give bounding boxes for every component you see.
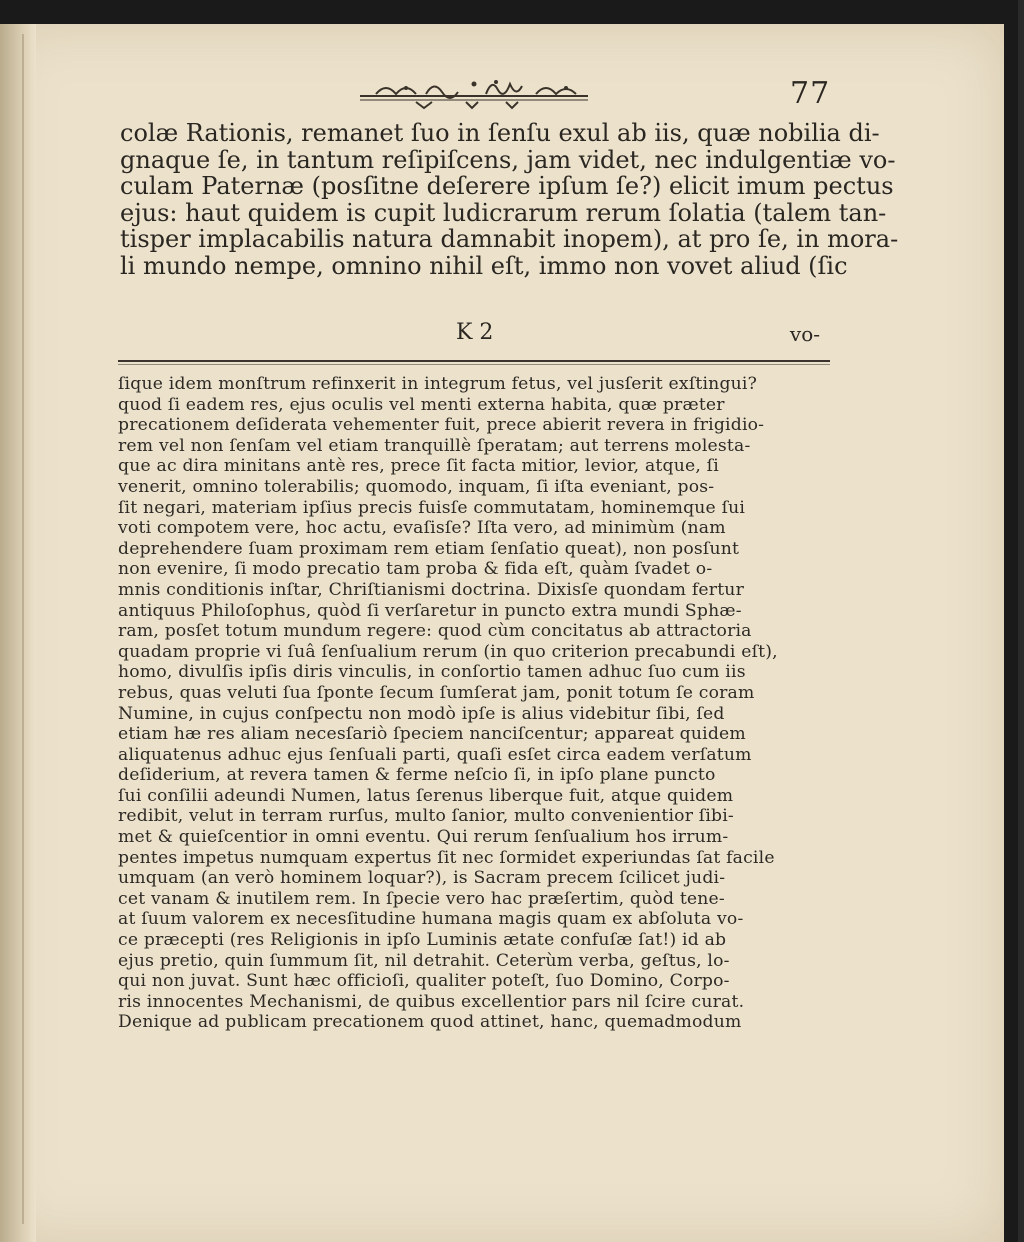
note-line: quod ſi eadem res, ejus oculis vel menti externa habita, quæ præter xyxy=(118,394,725,415)
text-line: culam Paternæ (posſitne deſerere ipſum ſe?) elicit imum pectus xyxy=(120,172,894,200)
book-page xyxy=(0,24,1004,1242)
note-line: que ac dira minitans antè res, prece ſit facta mitior, levior, atque, ſi xyxy=(118,456,719,477)
note-line: non evenire, ſi modo precatio tam proba & fida eſt, quàm ſvadet o- xyxy=(118,559,713,580)
note-line: ris innocentes Mechanismi, de quibus excellentior pars nil ſcire curat. xyxy=(118,991,745,1012)
footnote-text xyxy=(118,374,836,1033)
note-line: precationem deſiderata vehementer fuit, prece abierit revera in frigidio- xyxy=(118,415,765,436)
note-line: quadam proprie vi ſuâ ſenſualium rerum (in quo criterion precabundi eſt), xyxy=(118,641,778,662)
note-line: met & quieſcentior in omni eventu. Qui rerum ſenſualium hos irrum- xyxy=(118,827,729,848)
note-line: ſique idem monſtrum refinxerit in integrum fetus, vel jusſerit exſtingui? xyxy=(118,374,758,394)
note-line: ram, posſet totum mundum regere: quod cùm concitatus ab attractoria xyxy=(118,621,752,642)
note-line: mnis conditionis inſtar, Chriſtianismi doctrina. Dixisſe quondam fertur xyxy=(118,579,744,600)
note-line: redibit, velut in terram rurſus, multo ſanior, multo convenientior ſibi- xyxy=(118,806,734,827)
note-line: ejus pretio, quin ſummum ſit, nil detrahit. Ceterùm verba, geſtus, lo- xyxy=(118,950,730,971)
page-edge xyxy=(1018,0,1024,1242)
text-line: ejus: haut quidem is cupit ludicrarum rerum ſolatia (talem tan- xyxy=(120,198,887,227)
note-line: Numine, in cujus conſpectu non modò ipſe is alius videbitur ſibi, ſed xyxy=(118,703,725,724)
text-line: colæ Rationis, remanet ſuo in ſenſu exul ab iis, quæ nobilia di- xyxy=(120,119,880,147)
note-line: at ſuum valorem ex necesſitudine humana magis quam ex abſoluta vo- xyxy=(118,909,744,930)
text-line: tisper implacabilis natura damnabit inopem), at pro ſe, in mora- xyxy=(120,225,899,253)
footnote-rule-thin xyxy=(118,364,830,365)
note-line: homo, divulſis ipſis diris vinculis, in conſortio tamen adhuc ſuo cum iis xyxy=(118,662,746,683)
note-line: rem vel non ſenſam vel etiam tranquillè ſperatam; aut terrens molesta- xyxy=(118,435,751,456)
headpiece-ornament xyxy=(356,74,592,110)
printer-signature: K 2 xyxy=(456,320,494,345)
text-line: gnaque ſe, in tantum reſipiſcens, jam videt, nec indulgentiæ vo- xyxy=(120,145,896,174)
note-line: ſui conſilii adeundi Numen, latus ſerenus liberque fuit, atque quidem xyxy=(118,785,734,806)
note-line: umquam (an verò hominem loquar?), is Sacram precem ſcilicet judi- xyxy=(118,868,726,889)
note-line: rebus, quas veluti ſua ſponte ſecum ſumſerat jam, ponit totum ſe coram xyxy=(118,682,755,703)
page-number: 77 xyxy=(790,76,831,111)
note-line: antiquus Philoſophus, quòd ſi verſaretur in puncto extra mundi Sphæ- xyxy=(118,600,742,621)
note-line: pentes impetus numquam expertus ſit nec ſormidet experiundas ſat facile xyxy=(118,847,775,868)
note-line: aliquatenus adhuc ejus ſenſuali parti, quaſi esſet circa eadem verſatum xyxy=(118,744,752,765)
note-line: ce præcepti (res Religionis in ipſo Luminis ætate confuſæ ſat!) id ab xyxy=(118,930,727,951)
note-line: deprehendere ſuam proximam rem etiam ſenſatio queat), non posſunt xyxy=(118,538,740,559)
footnote-rule xyxy=(118,360,830,362)
note-line: qui non juvat. Sunt hæc officioſi, qualiter poteſt, ſuo Domino, Corpo- xyxy=(118,971,730,992)
note-line: deſiderium, at revera tamen & ferme neſcio ſi, in ipſo plane puncto xyxy=(118,765,716,786)
spine-line xyxy=(22,34,24,1224)
text-line: li mundo nempe, omnino nihil eſt, immo non vovet aliud (ſic xyxy=(120,251,848,280)
catchword: vo- xyxy=(789,322,820,346)
note-line: venerit, omnino tolerabilis; quomodo, inquam, ſi iſta eveniant, pos- xyxy=(118,476,715,497)
signature-row xyxy=(120,320,820,350)
note-line: voti compotem vere, hoc actu, evaſisſe? Iſta vero, ad minimùm (nam xyxy=(118,518,726,539)
note-line: cet vanam & inutilem rem. In ſpecie vero hac præſertim, quòd tene- xyxy=(118,888,725,909)
note-line: ſit negari, materiam ipſius precis fuisſe commutatam, hominemque ſui xyxy=(118,497,746,518)
note-line: Denique ad publicam precationem quod attinet, hanc, quemadmodum xyxy=(118,1012,742,1033)
page-gutter xyxy=(0,24,36,1242)
main-text xyxy=(120,119,899,280)
note-line: etiam hæ res aliam necesſariò ſpeciem nanciſcentur; appareat quidem xyxy=(118,724,746,745)
